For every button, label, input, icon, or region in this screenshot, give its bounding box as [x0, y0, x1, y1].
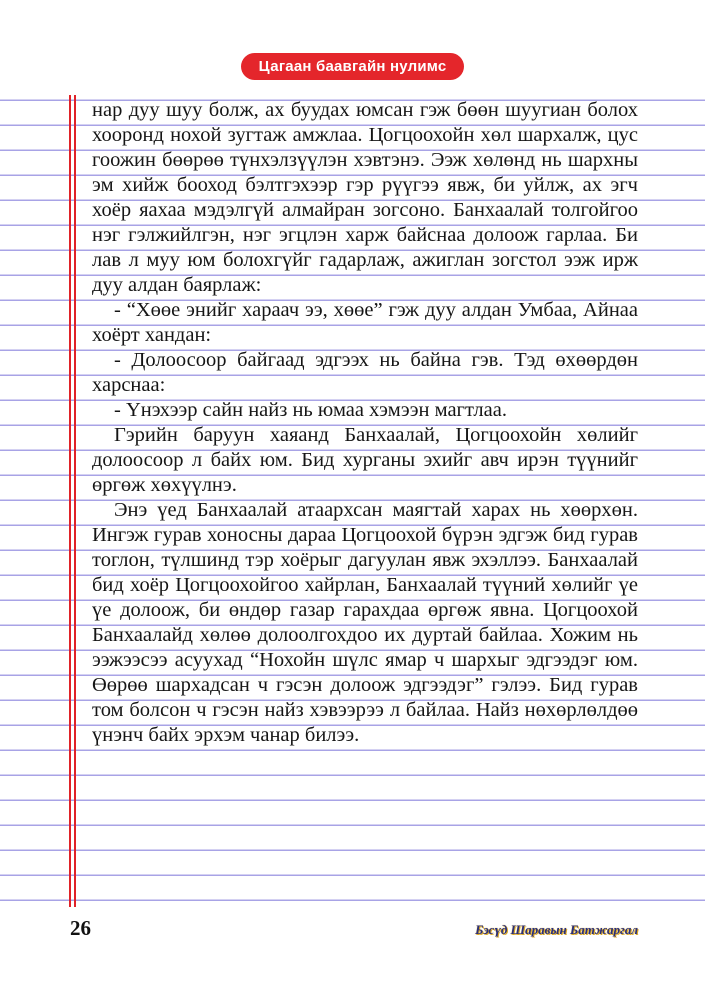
bottom-margin [0, 907, 705, 1000]
paragraph: - “Хөөе энийг хараач ээ, хөөе” гэж дуу алдан Умбаа, Айнаа хоёрт хандан: [92, 299, 638, 346]
author-name: Бэсүд Шаравын Батжаргал [475, 922, 638, 937]
margin-rule-left [69, 95, 71, 907]
paragraph: нар дуу шуу болж, ах буудах юмсан гэж бөөн шуугиан болох хооронд нохой зугтаж амжлаа. Цогцоохойн хөл шархалж, цус гоожин бөөрөө түнхэлзүүлэн хэвтэнэ. Ээж хөлөнд нь шархны эм хийж бооход бэлтгэхээр гэр рүүгээ явж, би уйлж, ах эгч хоёр яахаа мэдэлгүй алмайран зогсоно. Банхаалай толгойгоо нэг гэлжийлгэн, нэг эгцлэн харж байснаа долоож гарлаа. Би лав л муу юм болохгүйг гадарлаж, ажиглан зогстол ээж ирж дуу алдан баярлаж: [92, 99, 638, 296]
paragraph: Гэрийн баруун хаяанд Банхаалай, Цогцоохойн хөлийг долоосоор л байх юм. Бид хурганы эхийг авч ирэн түүнийг өргөж хөхүүлнэ. [92, 424, 638, 496]
margin-rule-right [74, 95, 76, 907]
paragraph: - Долоосоор байгаад эдгээх нь байна гэв. Тэд өхөөрдөн харснаа: [92, 349, 638, 396]
story-text [92, 98, 638, 748]
page-number: 26 [70, 916, 91, 940]
paragraph: Энэ үед Банхаалай атаархсан маягтай харах нь хөөрхөн. Ингэж гурав хоносны дараа Цогцоохой бүрэн эдгэж бид гурав тоглон, түлшинд тэр хоёрыг дагуулан явж эхэллээ. Банхаалай бид хоёр Цогцоохойгоо хайрлан, Банхаалай түүний хөлийг үе үе долоож, би өндөр газар гарахдаа өргөж явна. Цогцоохой Банхаалайд хөлөө долоолгохдоо их дуртай байлаа. Хожим нь ээжээсээ асуухад “Нохойн шүлс ямар ч шархыг эдгээдэг юм. Өөрөө шархадсан ч гэсэн долоож эдгээдэг” гэлээ. Бид гурав том болсон ч гэсэн найз хэвээрээ л байлаа. Найз нөхөрлөлдөө үнэнч байх эрхэм чанар билээ. [92, 499, 638, 746]
top-margin [0, 0, 705, 95]
paragraph: - Үнэхээр сайн найз нь юмаа хэмээн магтлаа. [114, 399, 507, 421]
book-title-badge: Цагаан баавгайн нулимс [241, 53, 464, 80]
